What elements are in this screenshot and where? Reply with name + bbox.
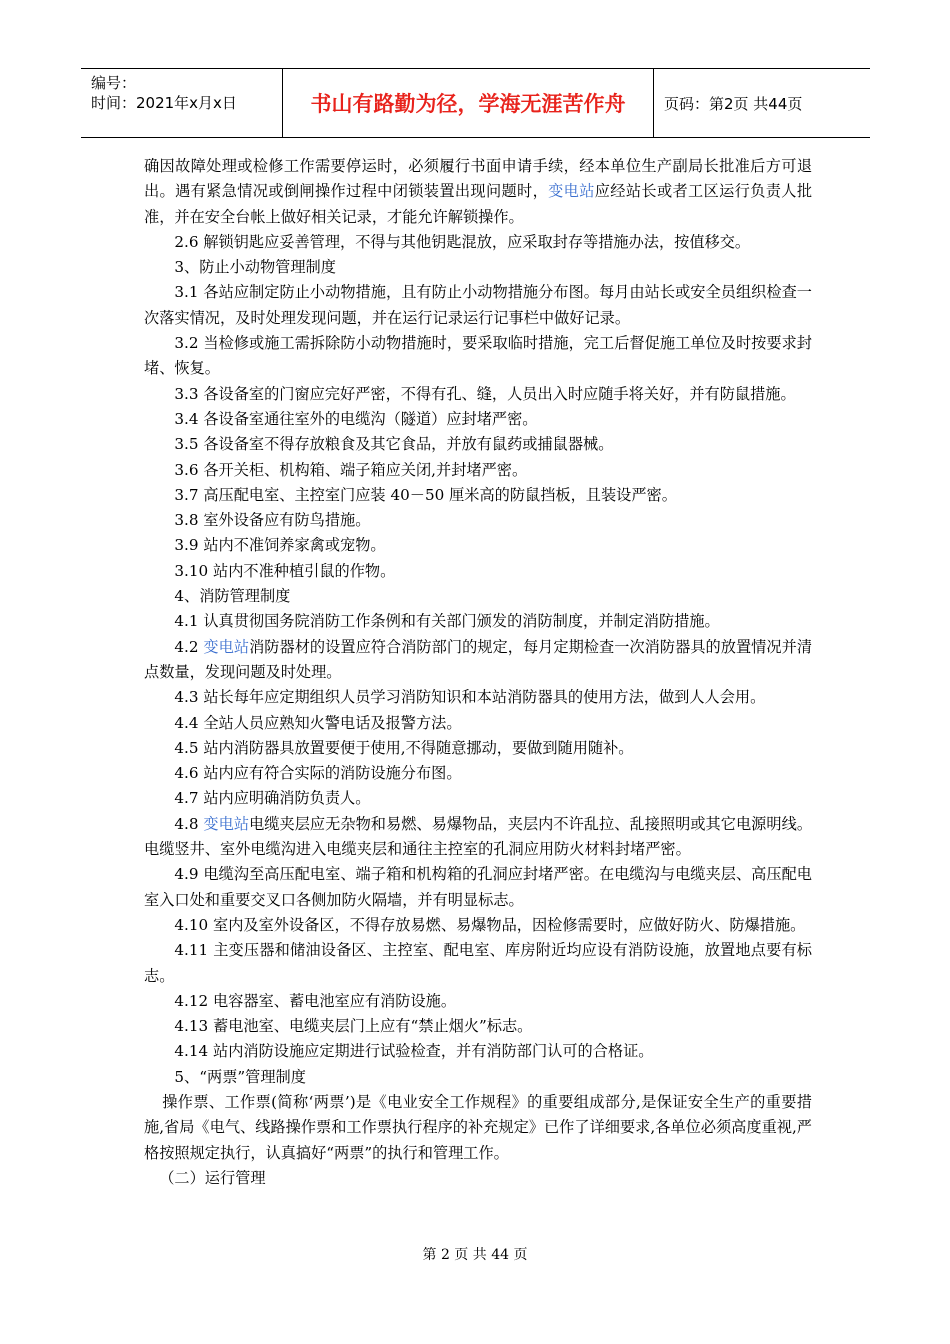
paragraph (144, 154, 812, 230)
paragraph-text: 操作票、工作票(简称‘两票’)是《电业安全工作规程》的重要组成部分,是保证安全生产的重要措施,省局《电气、线路操作票和工作票执行程序的补充规定》已作了详细要求,各单位必须高度重视,严格按照规定执行，认真搞好“两票”的执行和管理工作。 (144, 1092, 812, 1162)
paragraph (144, 1014, 812, 1039)
paragraph-text: 确因故障处理或检修工作需要停运时，必须履行书面申请手续，经本单位生产副局长批准后方可退出。遇有紧急情况或倒闸操作过程中闭锁装置出现问题时， (144, 157, 812, 201)
paragraph (144, 483, 812, 508)
paragraph (144, 786, 812, 811)
paragraph (144, 862, 812, 913)
paragraph (144, 1065, 812, 1090)
paragraph (144, 331, 812, 382)
paragraph (144, 584, 812, 609)
paragraph-text: 3.5 各设备室不得存放粮食及其它食品，并放有鼠药或捕鼠器械。 (174, 435, 614, 454)
paragraph (144, 382, 812, 407)
paragraph-text: 3.9 站内不准饲养家禽或宠物。 (174, 536, 386, 555)
keyword-link[interactable]: 变电站 (203, 637, 250, 656)
paragraph (144, 989, 812, 1014)
keyword-link[interactable]: 变电站 (548, 182, 595, 201)
paragraph (144, 711, 812, 736)
paragraph-text: 4.6 站内应有符合实际的消防设施分布图。 (174, 764, 462, 783)
paragraph-text: 4.8 (174, 814, 204, 833)
paragraph (144, 736, 812, 761)
header-motto: 书山有路勤为径，学海无涯苦作舟 (283, 69, 654, 137)
paragraph-text: 4.9 电缆沟至高压配电室、端子箱和机构箱的孔洞应封堵严密。在电缆沟与电缆夹层、高压配电室入口处和重要交叉口各侧加防火隔墙，并有明显标志。 (144, 865, 812, 909)
paragraph (144, 685, 812, 710)
paragraph (144, 1166, 812, 1191)
paragraph (144, 407, 812, 432)
header-meta (81, 69, 283, 137)
paragraph-text: 3.6 各开关柜、机构箱、端子箱应关闭,并封堵严密。 (174, 460, 528, 479)
paragraph (144, 635, 812, 686)
paragraph (144, 559, 812, 584)
paragraph-text: 4.4 全站人员应熟知火警电话及报警方法。 (174, 713, 462, 732)
paragraph (144, 432, 812, 457)
paragraph-text: 3.2 当检修或施工需拆除防小动物措施时，要采取临时措施，完工后督促施工单位及时按要求封堵、恢复。 (144, 334, 812, 378)
paragraph-text: 4、消防管理制度 (174, 587, 291, 606)
paragraph (144, 230, 812, 255)
paragraph (144, 508, 812, 533)
paragraph-text-continued: 电缆夹层应无杂物和易燃、易爆物品，夹层内不许乱拉、乱接照明或其它电源明线。电缆竖井、室外电缆沟进入电缆夹层和通往主控室的孔洞应用防火材料封堵严密。 (144, 814, 813, 859)
paragraph-text: 3.4 各设备室通往室外的电缆沟（隧道）应封堵严密。 (174, 409, 538, 428)
paragraph-text: 3.1 各站应制定防止小动物措施，且有防止小动物措施分布图。每月由站长或安全员组织检查一次落实情况，及时处理发现问题，并在运行记录运行记事栏中做好记录。 (144, 283, 812, 327)
paragraph (144, 1039, 812, 1064)
paragraph-text: 4.13 蓄电池室、电缆夹层门上应有“禁止烟火”标志。 (174, 1017, 533, 1036)
paragraph-text: 3.7 高压配电室、主控室门应装 40－50 厘米高的防鼠挡板，且装设严密。 (174, 485, 677, 504)
header-number: 编号： (91, 74, 137, 92)
document-header (81, 68, 870, 138)
paragraph (144, 812, 812, 863)
paragraph (144, 913, 812, 938)
paragraph (144, 458, 812, 483)
page-footer: 第 2 页 共 44 页 (422, 1247, 528, 1263)
document-body (144, 154, 812, 1191)
paragraph (144, 280, 812, 331)
paragraph-text: 4.12 电容器室、蓄电池室应有消防设施。 (174, 991, 457, 1010)
paragraph (144, 609, 812, 634)
paragraph-text: 4.3 站长每年应定期组织人员学习消防知识和本站消防器具的使用方法，做到人人会用。 (174, 688, 766, 707)
paragraph-text: 2.6 解锁钥匙应妥善管理，不得与其他钥匙混放，应采取封存等措施办法，按值移交。 (174, 232, 751, 251)
keyword-link[interactable]: 变电站 (203, 814, 250, 833)
paragraph (144, 255, 812, 280)
paragraph-text: 4.1 认真贯彻国务院消防工作条例和有关部门颁发的消防制度，并制定消防措施。 (174, 612, 720, 631)
paragraph-text-continued: 消防器材的设置应符合消防部门的规定，每月定期检查一次消防器具的放置情况并清点数量，发现问题及时处理。 (144, 637, 813, 681)
paragraph-text: （二）运行管理 (159, 1168, 266, 1187)
header-time: 时间：2021年x月x日 (91, 94, 237, 112)
paragraph-text: 4.5 站内消防器具放置要便于使用,不得随意挪动，要做到随用随补。 (174, 738, 634, 757)
paragraph-text: 4.7 站内应明确消防负责人。 (174, 789, 371, 808)
paragraph (144, 1090, 812, 1166)
paragraph-text: 5、“两票”管理制度 (174, 1067, 306, 1086)
paragraph-text: 4.14 站内消防设施应定期进行试验检查，并有消防部门认可的合格证。 (174, 1042, 654, 1061)
paragraph-text: 3、防止小动物管理制度 (174, 258, 336, 277)
paragraph (144, 938, 812, 989)
paragraph-text-continued: 应经站长或者工区运行负责人批准，并在安全台帐上做好相关记录，才能允许解锁操作。 (144, 182, 813, 226)
paragraph-text: 4.10 室内及室外设备区，不得存放易燃、易爆物品，因检修需要时，应做好防火、防爆措施。 (174, 915, 806, 934)
header-page-number: 页码：第2页 共44页 (664, 94, 803, 113)
paragraph (144, 761, 812, 786)
paragraph-text: 4.2 (174, 637, 204, 656)
paragraph-text: 3.8 室外设备应有防鸟措施。 (174, 511, 371, 530)
paragraph (144, 533, 812, 558)
paragraph-text: 3.10 站内不准种植引鼠的作物。 (174, 561, 396, 580)
paragraph-text: 4.11 主变压器和储油设备区、主控室、配电室、库房附近均应设有消防设施，放置地点要有标志。 (144, 941, 812, 985)
paragraph-text: 3.3 各设备室的门窗应完好严密，不得有孔、缝，人员出入时应随手将关好，并有防鼠措施。 (174, 384, 796, 403)
